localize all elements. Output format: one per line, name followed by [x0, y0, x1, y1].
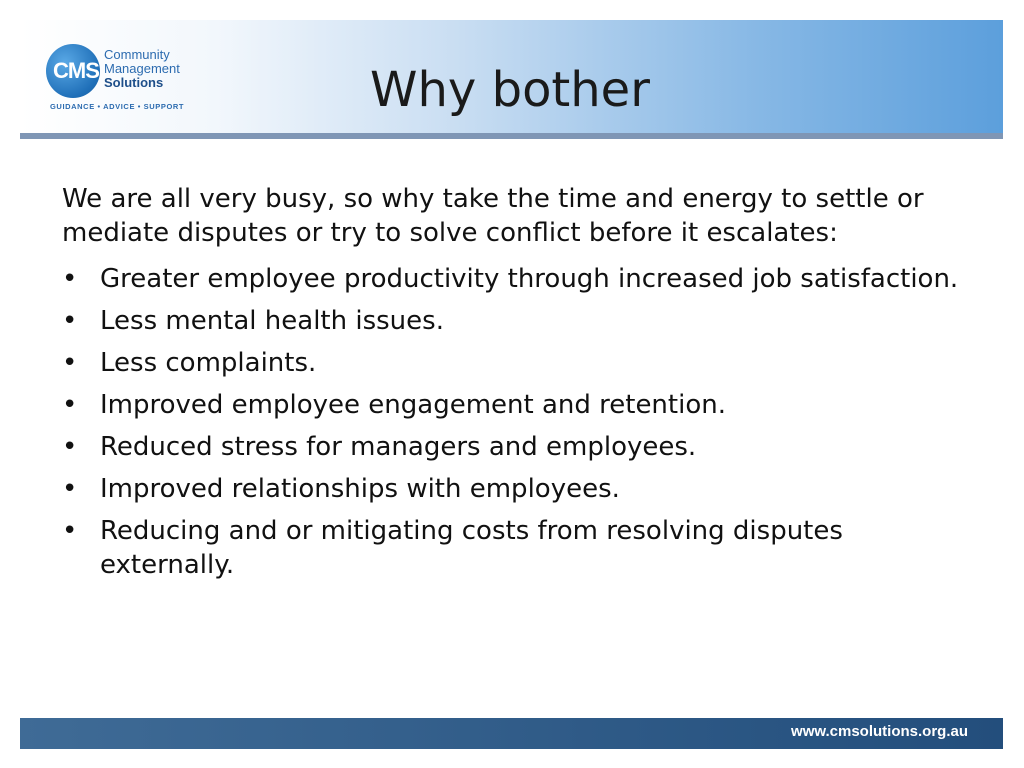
bullet-item: [62, 472, 982, 506]
footer-bar: [20, 718, 1003, 749]
bullet-text: Improved relationships with employees.: [100, 474, 620, 504]
bullet-item: [62, 346, 982, 380]
slide-title: Why bother: [370, 62, 650, 118]
bullet-text: Less complaints.: [100, 348, 317, 378]
bullet-text: Improved employee engagement and retention.: [100, 390, 726, 420]
footer-url: www.cmsolutions.org.au: [791, 723, 968, 740]
header-divider: [20, 133, 1003, 139]
bullet-item: [62, 304, 982, 338]
slide-body: [62, 182, 982, 590]
logo-tagline: GUIDANCE • ADVICE • SUPPORT: [50, 102, 185, 111]
bullet-icon: •: [62, 264, 78, 294]
cms-logo: [24, 24, 199, 114]
bullet-text: Reducing and or mitigating costs from resolving disputes externally.: [100, 516, 843, 580]
bullet-text: Reduced stress for managers and employees.: [100, 432, 697, 462]
logo-circle-icon: [46, 44, 100, 98]
bullet-item: [62, 430, 982, 464]
bullet-list: [62, 262, 982, 582]
logo-wordmark: [104, 48, 180, 90]
bullet-item: [62, 262, 982, 296]
logo-line-1: Community: [104, 47, 170, 62]
bullet-item: [62, 388, 982, 422]
bullet-icon: •: [62, 348, 78, 378]
bullet-item: [62, 514, 982, 582]
logo-line-2: Management: [104, 61, 180, 76]
bullet-text: Greater employee productivity through increased job satisfaction.: [100, 264, 959, 294]
bullet-icon: •: [62, 516, 78, 546]
logo-circle-text: CMS: [53, 58, 99, 83]
bullet-icon: •: [62, 432, 78, 462]
bullet-icon: •: [62, 390, 78, 420]
logo-line-3: Solutions: [104, 75, 164, 90]
bullet-text: Less mental health issues.: [100, 306, 444, 336]
bullet-icon: •: [62, 474, 78, 504]
intro-text: We are all very busy, so why take the time and energy to settle or mediate disputes or try to solve conflict before it escalates:: [62, 184, 924, 248]
bullet-icon: •: [62, 306, 78, 336]
